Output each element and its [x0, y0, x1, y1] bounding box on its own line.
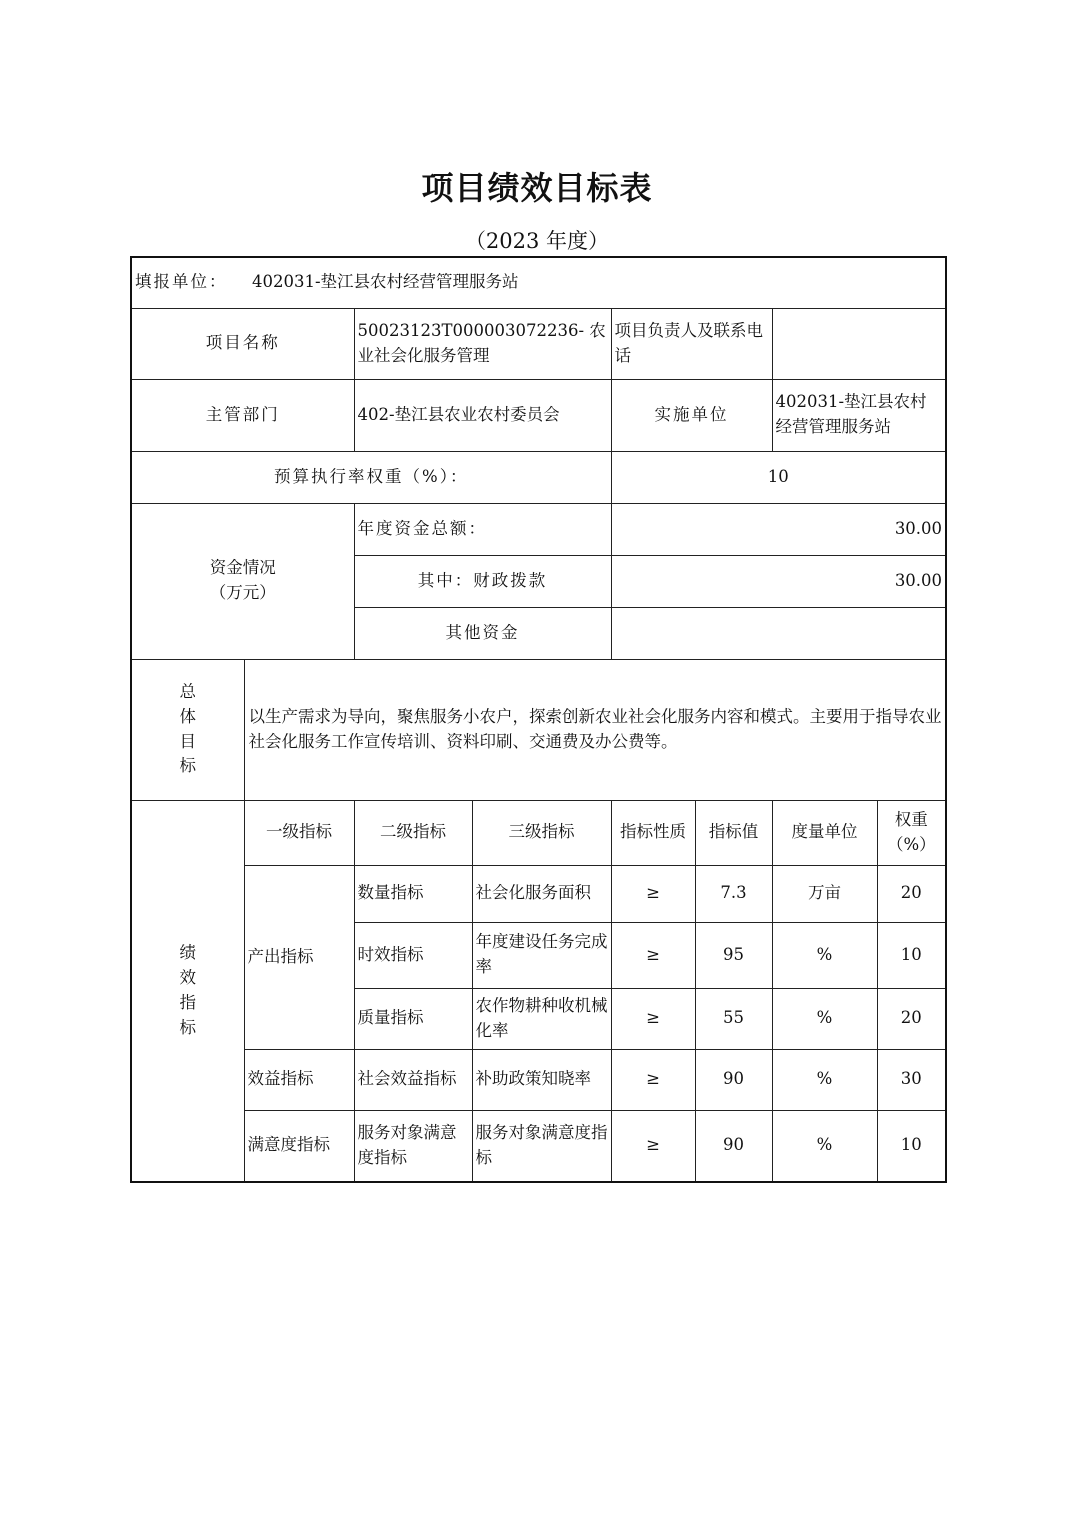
- row-value: 7.3: [695, 865, 772, 922]
- report-unit-cell: [131, 257, 946, 308]
- header-level3: 三级指标: [472, 800, 611, 865]
- overall-goal-label: 总 体 目 标: [131, 659, 244, 800]
- row-level2: 服务对象满意度指标: [354, 1110, 472, 1182]
- row-level3: 补助政策知晓率: [472, 1049, 611, 1110]
- impl-unit-value: 402031-垫江县农村经营管理服务站: [772, 379, 946, 451]
- table-row: [131, 1110, 946, 1182]
- row-nature: ≥: [611, 922, 695, 988]
- row-level2: 质量指标: [354, 988, 472, 1049]
- row-unit: %: [772, 1049, 877, 1110]
- report-unit-value: 402031-垫江县农村经营管理服务站: [252, 272, 519, 292]
- project-leader-value: [772, 308, 946, 379]
- group-output: 产出指标: [244, 865, 354, 1049]
- page-subtitle: （2023 年度）: [464, 229, 610, 253]
- report-unit-row: [131, 257, 946, 308]
- row-level2: 时效指标: [354, 922, 472, 988]
- header-level1: 一级指标: [244, 800, 354, 865]
- project-leader-label: 项目负责人及联系电话: [611, 308, 772, 379]
- funds-total-value: 30.00: [611, 503, 946, 555]
- row-unit: %: [772, 988, 877, 1049]
- performance-indicator-label: 绩 效 指 标: [131, 800, 244, 1182]
- row-weight: 20: [877, 988, 946, 1049]
- header-value: 指标值: [695, 800, 772, 865]
- department-label: 主管部门: [131, 379, 354, 451]
- department-value: 402-垫江县农业农村委员会: [354, 379, 611, 451]
- funds-total-label: 年度资金总额：: [354, 503, 611, 555]
- row-level3: 农作物耕种收机械化率: [472, 988, 611, 1049]
- funds-other-value: [611, 607, 946, 659]
- row-weight: 20: [877, 865, 946, 922]
- budget-weight-label: 预算执行率权重（%）：: [131, 451, 611, 503]
- indicator-header-row: [131, 800, 946, 865]
- funds-label-line1: 资金情况: [209, 558, 276, 578]
- group-satisfaction: 满意度指标: [244, 1110, 354, 1182]
- row-nature: ≥: [611, 1110, 695, 1182]
- performance-target-table: [130, 256, 947, 1183]
- funds-other-label: 其他资金: [354, 607, 611, 659]
- row-nature: ≥: [611, 1049, 695, 1110]
- row-weight: 30: [877, 1049, 946, 1110]
- row-value: 55: [695, 988, 772, 1049]
- department-row: [131, 379, 946, 451]
- header-unit: 度量单位: [772, 800, 877, 865]
- group-benefit: 效益指标: [244, 1049, 354, 1110]
- table-row: [131, 1049, 946, 1110]
- table-row: [131, 865, 946, 922]
- page-title: 项目绩效目标表: [421, 169, 653, 207]
- row-weight: 10: [877, 1110, 946, 1182]
- project-name-label: 项目名称: [131, 308, 354, 379]
- row-weight: 10: [877, 922, 946, 988]
- funds-fiscal-label: 其中：财政拨款: [354, 555, 611, 607]
- row-level3: 社会化服务面积: [472, 865, 611, 922]
- row-unit: 万亩: [772, 865, 877, 922]
- funds-total-row: [131, 503, 946, 555]
- row-unit: %: [772, 922, 877, 988]
- overall-goal-row: [131, 659, 946, 800]
- row-nature: ≥: [611, 865, 695, 922]
- row-level2: 数量指标: [354, 865, 472, 922]
- row-unit: %: [772, 1110, 877, 1182]
- row-level2: 社会效益指标: [354, 1049, 472, 1110]
- overall-goal-text: 以生产需求为导向，聚焦服务小农户，探索创新农业社会化服务内容和模式。主要用于指导农业社会化服务工作宣传培训、资料印刷、交通费及办公费等。: [244, 659, 946, 800]
- funds-label: [131, 503, 354, 659]
- row-value: 90: [695, 1110, 772, 1182]
- project-name-row: [131, 308, 946, 379]
- funds-label-line2: （万元）: [209, 583, 276, 602]
- row-level3: 年度建设任务完成率: [472, 922, 611, 988]
- header-nature: 指标性质: [611, 800, 695, 865]
- impl-unit-label: 实施单位: [611, 379, 772, 451]
- header-level2: 二级指标: [354, 800, 472, 865]
- report-unit-label: 填报单位：: [135, 272, 228, 292]
- row-value: 95: [695, 922, 772, 988]
- header-weight: 权重 （%）: [877, 800, 946, 865]
- row-value: 90: [695, 1049, 772, 1110]
- row-level3: 服务对象满意度指标: [472, 1110, 611, 1182]
- budget-weight-value: 10: [611, 451, 946, 503]
- row-nature: ≥: [611, 988, 695, 1049]
- budget-weight-row: [131, 451, 946, 503]
- funds-fiscal-value: 30.00: [611, 555, 946, 607]
- project-name-value: 50023123T000003072236- 农 业社会化服务管理: [354, 308, 611, 379]
